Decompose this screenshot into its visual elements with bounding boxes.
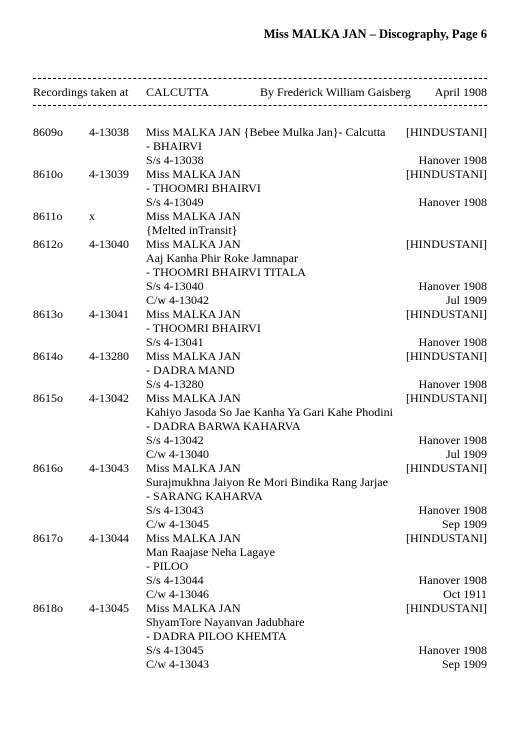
entry-text: - BHAIRVI <box>146 139 203 153</box>
entry-text: - SARANG KAHARVA <box>146 489 263 503</box>
entry-line <box>0 195 530 209</box>
catalog-number: x <box>89 209 95 223</box>
entry-line <box>0 573 530 587</box>
entry-note: Hanover 1908 <box>418 195 487 209</box>
entry-text: S/s 4-13040 <box>146 279 204 293</box>
entry-text: Miss MALKA JAN <box>146 307 241 321</box>
entry-text: S/s 4-13041 <box>146 335 204 349</box>
location-label: CALCUTTA <box>146 85 210 99</box>
entry-line <box>0 419 530 433</box>
entry-line <box>0 391 530 405</box>
entry-line <box>0 447 530 461</box>
entry-text: S/s 4-13038 <box>146 153 204 167</box>
entry-line <box>0 601 530 615</box>
entry-note: [HINDUSTANI] <box>405 601 487 615</box>
recording-entry <box>0 601 530 671</box>
entry-line <box>0 657 530 671</box>
entry-text: C/w 4-13042 <box>146 293 209 307</box>
entry-text: {Melted inTransit} <box>146 223 238 237</box>
recording-entry <box>0 125 530 167</box>
page-title: Miss MALKA JAN – Discography, Page 6 <box>263 27 487 41</box>
recording-entry <box>0 167 530 209</box>
entry-line <box>0 223 530 237</box>
entry-note: [HINDUSTANI] <box>405 167 487 181</box>
entry-note: Hanover 1908 <box>418 377 487 391</box>
entry-line <box>0 307 530 321</box>
entry-line <box>0 643 530 657</box>
entry-line <box>0 531 530 545</box>
entry-text: Miss MALKA JAN {Bebee Mulka Jan}- Calcutta <box>146 125 386 139</box>
entry-note: Hanover 1908 <box>418 573 487 587</box>
entry-line <box>0 181 530 195</box>
entry-text: C/w 4-13046 <box>146 587 209 601</box>
matrix-number: 8613o <box>33 307 63 321</box>
entry-line <box>0 461 530 475</box>
entry-text: - DADRA BARWA KAHARVA <box>146 419 301 433</box>
entry-note: [HINDUSTANI] <box>405 461 487 475</box>
catalog-number: 4-13043 <box>89 461 129 475</box>
matrix-number: 8612o <box>33 237 63 251</box>
recording-entry <box>0 391 530 461</box>
entry-text: - DADRA PILOO KHEMTA <box>146 629 287 643</box>
entry-text: - THOOMRI BHAIRVI TITALA <box>146 265 306 279</box>
entry-note: Hanover 1908 <box>418 433 487 447</box>
catalog-number: 4-13040 <box>89 237 129 251</box>
entry-line <box>0 167 530 181</box>
entry-text: Miss MALKA JAN <box>146 461 241 475</box>
catalog-number: 4-13045 <box>89 601 129 615</box>
matrix-number: 8617o <box>33 531 63 545</box>
entry-text: Miss MALKA JAN <box>146 391 241 405</box>
entry-text: Surajmukhna Jaiyon Re Mori Bindika Rang Jarjae <box>146 475 388 489</box>
entry-line <box>0 615 530 629</box>
recordings-label: Recordings taken at <box>33 85 129 99</box>
entry-line <box>0 209 530 223</box>
catalog-number: 4-13042 <box>89 391 129 405</box>
catalog-number: 4-13041 <box>89 307 129 321</box>
entry-note: [HINDUSTANI] <box>405 349 487 363</box>
entry-line <box>0 139 530 153</box>
entry-text: S/s 4-13049 <box>146 195 204 209</box>
entry-text: C/w 4-13045 <box>146 517 209 531</box>
entry-text: - THOOMRI BHAIRVI <box>146 321 261 335</box>
matrix-number: 8618o <box>33 601 63 615</box>
matrix-number: 8614o <box>33 349 63 363</box>
catalog-number: 4-13039 <box>89 167 129 181</box>
entry-line <box>0 503 530 517</box>
entry-text: Aaj Kanha Phir Roke Jamnapar <box>146 251 298 265</box>
entry-note: Jul 1909 <box>445 447 487 461</box>
entry-line <box>0 237 530 251</box>
entry-text: S/s 4-13042 <box>146 433 204 447</box>
entry-line <box>0 405 530 419</box>
entry-text: ShyamTore Nayanvan Jadubhare <box>146 615 305 629</box>
header-divider <box>33 105 487 106</box>
entry-text: Miss MALKA JAN <box>146 601 241 615</box>
entry-line <box>0 545 530 559</box>
catalog-number: 4-13038 <box>89 125 129 139</box>
entry-note: [HINDUSTANI] <box>405 237 487 251</box>
entry-text: Miss MALKA JAN <box>146 349 241 363</box>
entry-note: [HINDUSTANI] <box>405 125 487 139</box>
entry-note: Sep 1909 <box>442 657 487 671</box>
recording-entry <box>0 237 530 307</box>
entry-note: [HINDUSTANI] <box>405 307 487 321</box>
entry-text: Kahiyo Jasoda So Jae Kanha Ya Gari Kahe Phodini <box>146 405 393 419</box>
entry-note: Hanover 1908 <box>418 335 487 349</box>
entry-text: S/s 4-13045 <box>146 643 204 657</box>
entry-text: - PILOO <box>146 559 189 573</box>
entry-line <box>0 475 530 489</box>
matrix-number: 8611o <box>33 209 63 223</box>
entry-text: - DADRA MAND <box>146 363 235 377</box>
recording-entry <box>0 209 530 237</box>
entry-line <box>0 335 530 349</box>
catalog-number: 4-13044 <box>89 531 129 545</box>
matrix-number: 8609o <box>33 125 63 139</box>
entry-line <box>0 153 530 167</box>
entry-line <box>0 279 530 293</box>
entry-line <box>0 517 530 531</box>
entry-note: [HINDUSTANI] <box>405 391 487 405</box>
top-divider <box>33 78 487 79</box>
entry-note: Hanover 1908 <box>418 279 487 293</box>
entry-text: S/s 4-13043 <box>146 503 204 517</box>
entry-text: Miss MALKA JAN <box>146 167 241 181</box>
entry-line <box>0 559 530 573</box>
entry-text: C/w 4-13043 <box>146 657 209 671</box>
entry-note: Hanover 1908 <box>418 503 487 517</box>
entry-text: Man Raajase Neha Lagaye <box>146 545 275 559</box>
entry-line <box>0 489 530 503</box>
matrix-number: 8610o <box>33 167 63 181</box>
entry-line <box>0 293 530 307</box>
entry-note: Oct 1911 <box>443 587 487 601</box>
entry-line <box>0 377 530 391</box>
recording-entry <box>0 349 530 391</box>
entry-note: Jul 1909 <box>445 293 487 307</box>
entry-text: - THOOMRI BHAIRVI <box>146 181 261 195</box>
entry-line <box>0 433 530 447</box>
entry-text: C/w 4-13040 <box>146 447 209 461</box>
recording-entry <box>0 461 530 531</box>
entry-note: Hanover 1908 <box>418 153 487 167</box>
entry-line <box>0 125 530 139</box>
entry-line <box>0 363 530 377</box>
session-date: April 1908 <box>434 85 487 99</box>
entry-text: S/s 4-13044 <box>146 573 204 587</box>
discography-list <box>0 125 530 671</box>
entry-line <box>0 629 530 643</box>
entry-line <box>0 321 530 335</box>
entry-line <box>0 587 530 601</box>
entry-line <box>0 251 530 265</box>
entry-note: Sep 1909 <box>442 517 487 531</box>
entry-line <box>0 265 530 279</box>
author-label: By Frederick William Gaisberg <box>260 85 411 99</box>
entry-line <box>0 349 530 363</box>
entry-text: S/s 4-13280 <box>146 377 204 391</box>
matrix-number: 8616o <box>33 461 63 475</box>
entry-text: Miss MALKA JAN <box>146 209 241 223</box>
entry-note: [HINDUSTANI] <box>405 531 487 545</box>
recording-entry <box>0 531 530 601</box>
entry-note: Hanover 1908 <box>418 643 487 657</box>
entry-text: Miss MALKA JAN <box>146 531 241 545</box>
entry-text: Miss MALKA JAN <box>146 237 241 251</box>
matrix-number: 8615o <box>33 391 63 405</box>
catalog-number: 4-13280 <box>89 349 129 363</box>
recording-entry <box>0 307 530 349</box>
